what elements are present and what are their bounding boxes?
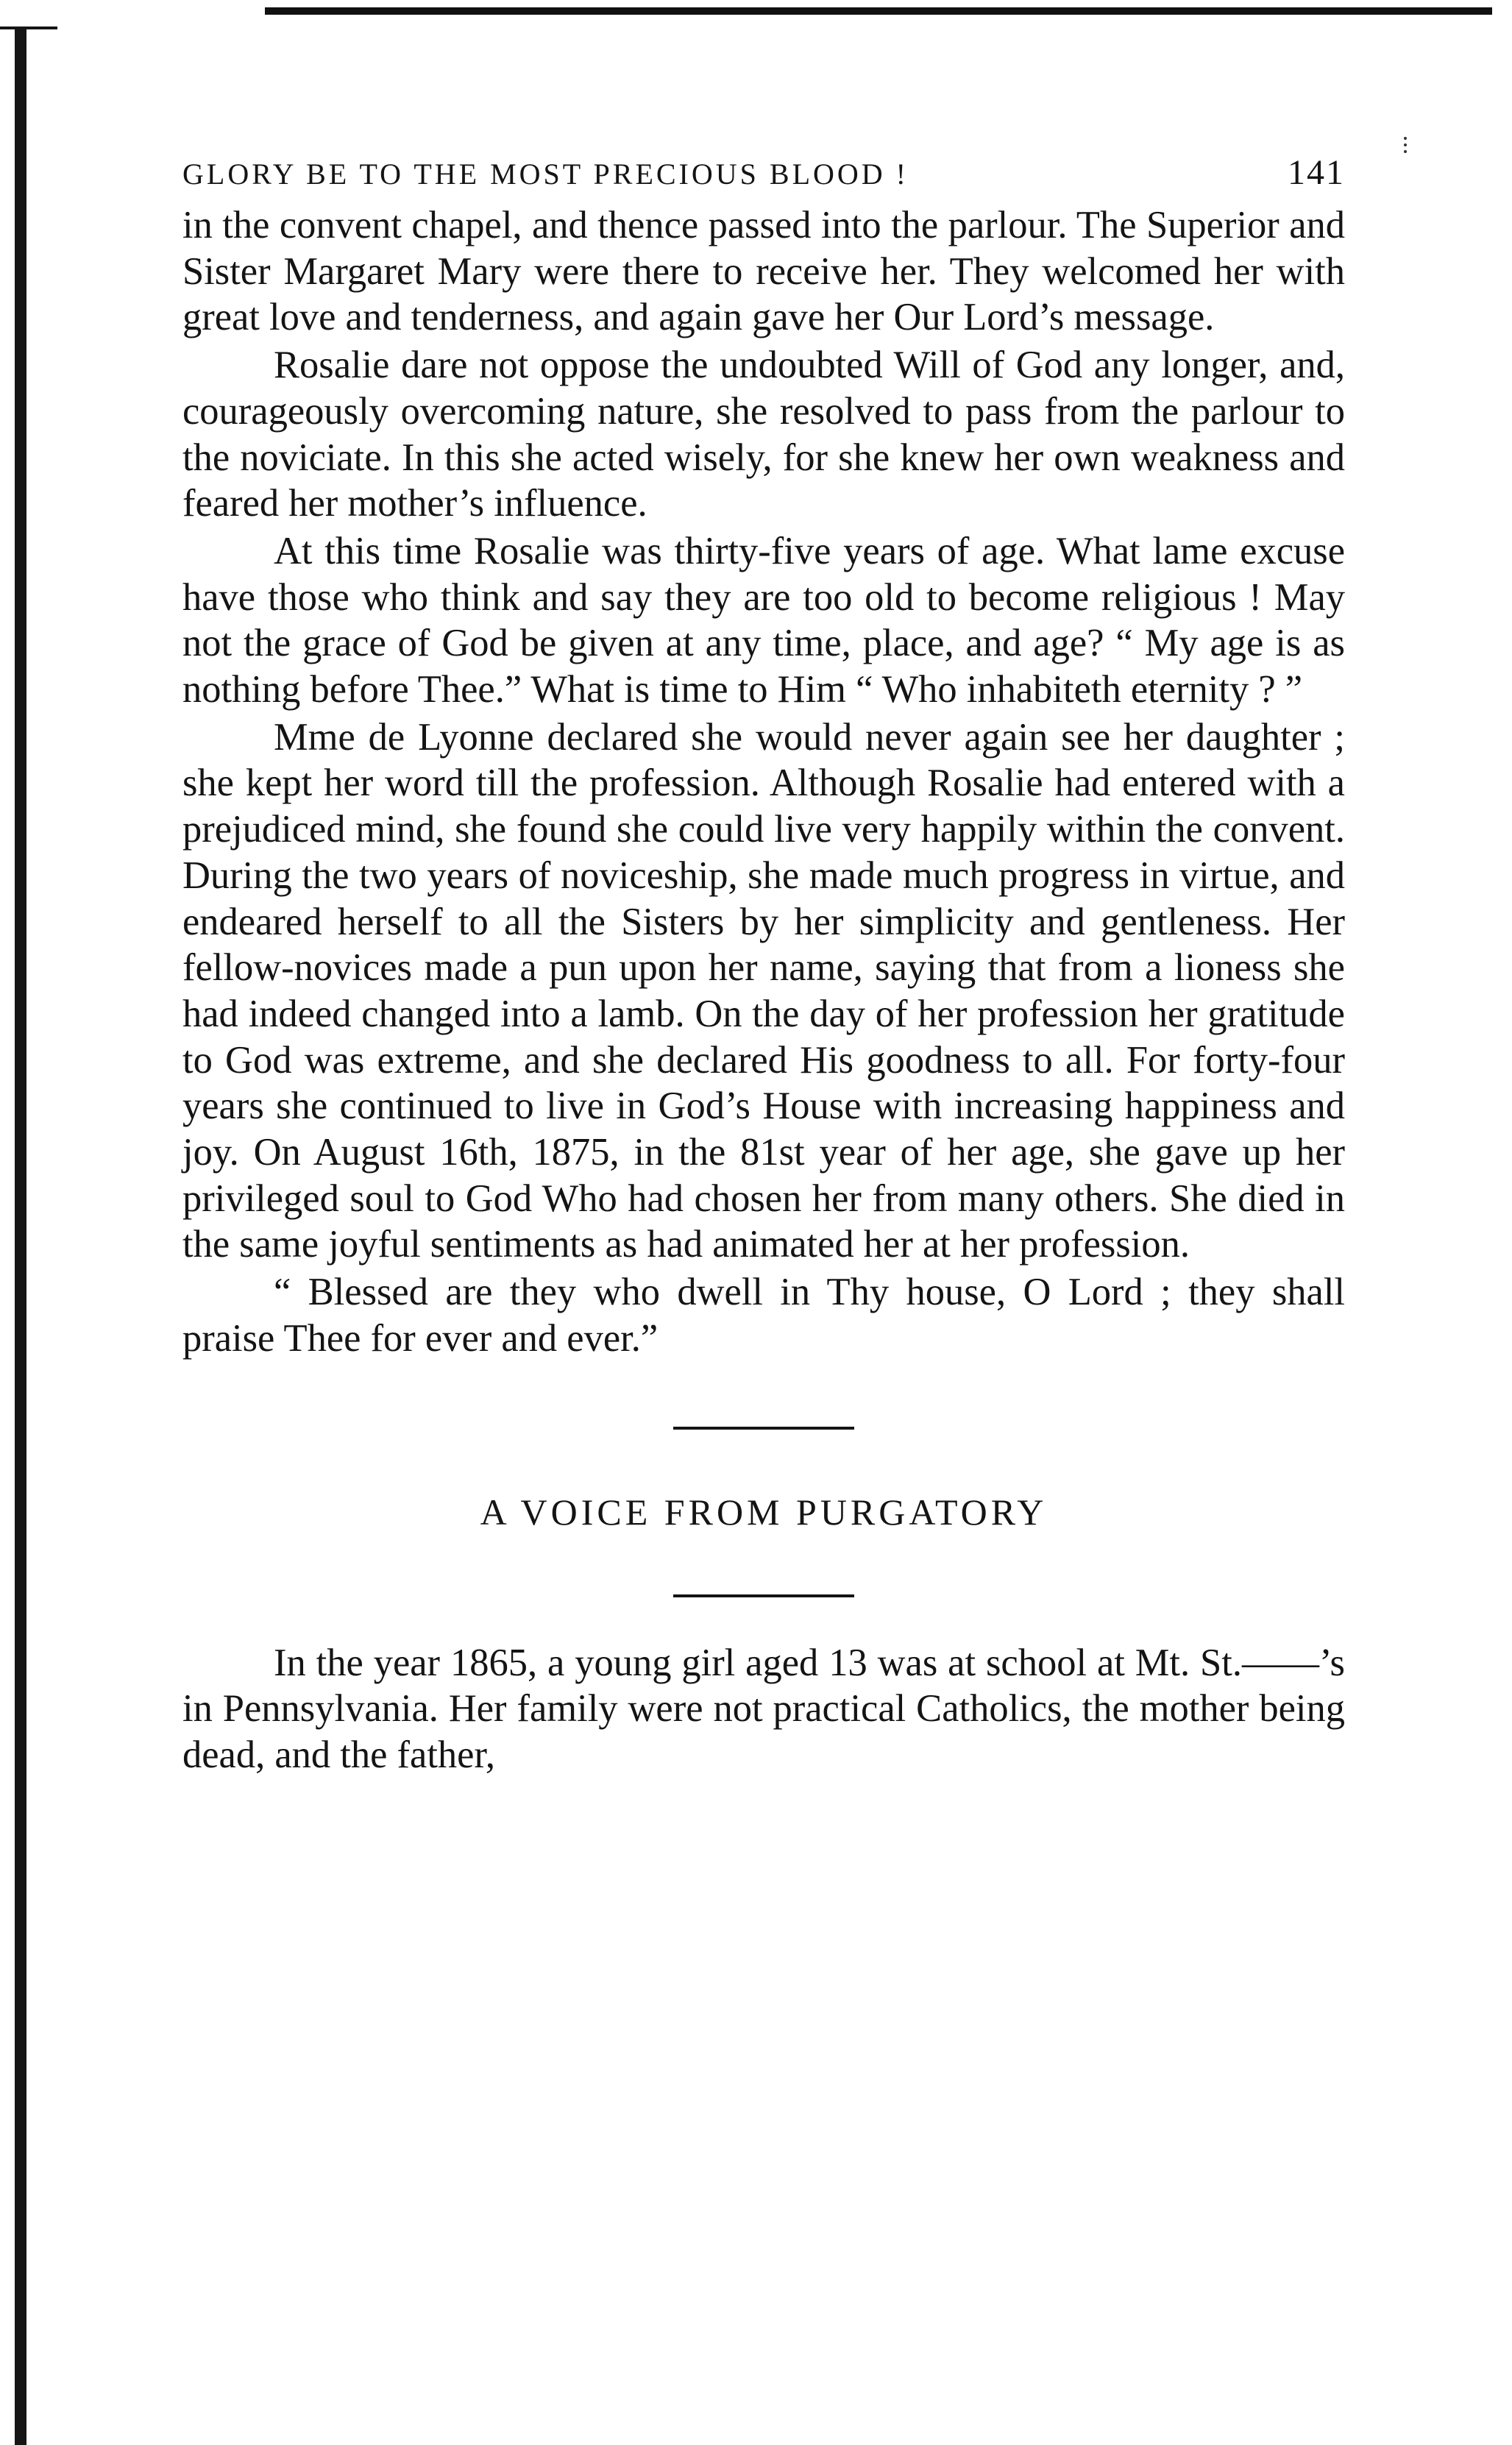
- scan-binding-edge: [15, 26, 26, 2445]
- book-page: [182, 151, 1345, 1778]
- paragraph-4: Mme de Lyonne declared she would never again see her daughter ; she kept her word till the profession. Although Rosalie had entered with a prejudiced mind, she found she could live very happily within the convent. During the two years of noviceship, she made much progress in virtue, and endeared herself to all the Sisters by her simplicity and gentleness. Her fellow-novices made a pun upon her name, saying that from a lioness she had indeed changed into a lamb. On the day of her profession her gratitude to God was extreme, and she declared His goodness to all. For forty-four years she continued to live in God’s House with increasing happiness and joy. On August 16th, 1875, in the 81st year of her age, she gave up her privileged soul to God Who had chosen her from many others. She died in the same joyful sentiments as had animated her at her profession.: [182, 715, 1345, 1266]
- section-rule-top: [673, 1427, 854, 1430]
- section-heading: A VOICE FROM PURGATORY: [480, 1491, 1048, 1533]
- paragraph-5: “ Blessed are they who dwell in Thy house, O Lord ; they shall praise Thee for ever and ever.”: [182, 1271, 1345, 1360]
- new-section: [182, 1427, 1345, 1778]
- running-head-title: GLORY BE TO THE MOST PRECIOUS BLOOD !: [182, 157, 909, 191]
- page-number: 141: [1288, 153, 1345, 192]
- scan-speck: [1404, 137, 1410, 153]
- section-heading-wrap: [182, 1488, 1345, 1536]
- running-head: [182, 151, 1345, 202]
- section-spacer: [182, 1597, 1345, 1640]
- section-paragraph-1: In the year 1865, a young girl aged 13 was at school at Mt. St.——’s in Pennsylvania. Her family were not practical Catholics, the mother being dead, and the father,: [182, 1641, 1345, 1776]
- scan-top-border: [265, 7, 1492, 15]
- scan-corner-tick: [0, 26, 57, 29]
- paragraph-3: At this time Rosalie was thirty-five years of age. What lame excuse have those who think and say they are too old to become religious ! May not the grace of God be given at any time, place, and age? “ My age is as nothing before Thee.” What is time to Him “ Who inhabiteth eternity ? ”: [182, 529, 1345, 712]
- paragraph-2: Rosalie dare not oppose the undoubted Will of God any longer, and, courageously overcoming nature, she resolved to pass from the parlour to the noviciate. In this she acted wisely, for she knew her own weakness and feared her mother’s influence.: [182, 344, 1345, 525]
- paragraph-1: in the convent chapel, and thence passed into the parlour. The Superior and Sister Margaret Mary were there to receive her. They welcomed her with great love and tenderness, and again gave her Our Lord’s message.: [182, 204, 1345, 339]
